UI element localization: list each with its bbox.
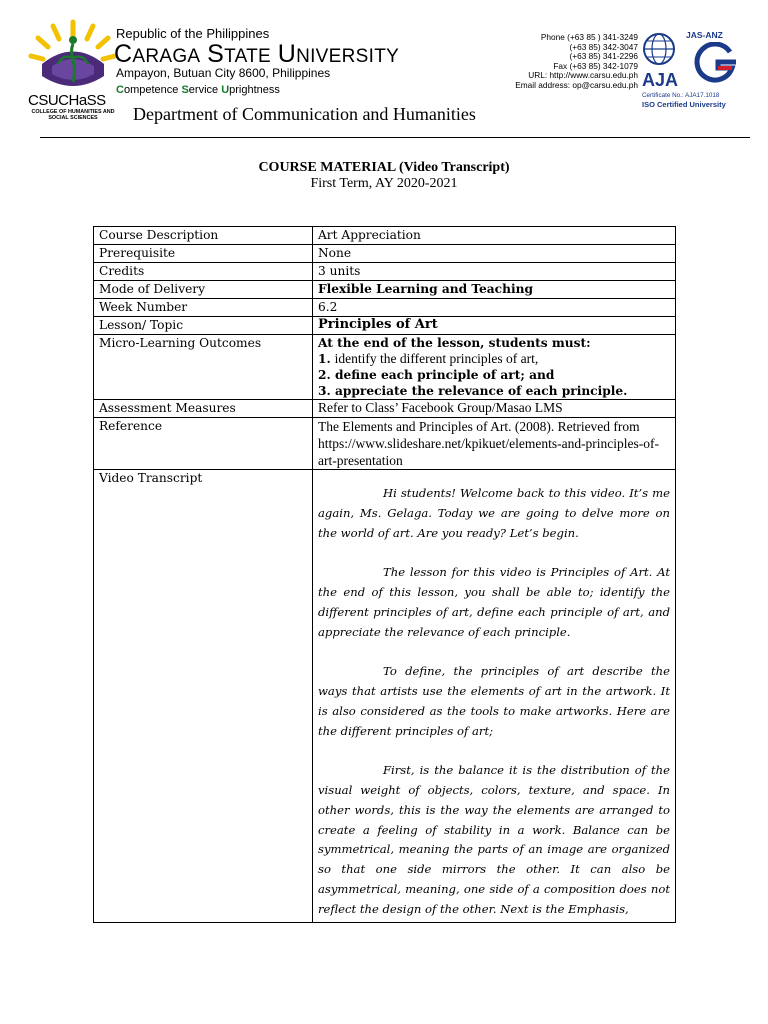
transcript-paragraph: To define, the principles of art describe the ways that artists use the elements of art in the artwork. It is also considered as the tools to make artworks. Here are the different principles of art; <box>318 664 670 738</box>
table-row <box>94 281 676 299</box>
document-term: First Term, AY 2020-2021 <box>310 176 458 191</box>
outcome-item: 2. define each principle of art; and <box>318 368 555 382</box>
department-name: Department of Communication and Humanities <box>133 104 476 124</box>
table-row <box>94 418 676 470</box>
row-value <box>313 335 676 400</box>
video-transcript <box>318 470 670 920</box>
row-value: None <box>313 245 676 263</box>
transcript-paragraph: The lesson for this video is Principles of Art. At the end of this lesson, you shall be able to; identify the different principles of art, define each principle of art, and appreciate the relevance of each principle. <box>318 565 670 639</box>
row-label: Video Transcript <box>94 470 313 923</box>
table-row <box>94 245 676 263</box>
certificate-number: Certificate No.: AJA17.1018 <box>642 92 720 99</box>
certification-block <box>640 30 755 114</box>
transcript-paragraph: First, is the balance it is the distribution of the visual weight of objects, colors, texture, and space. In other words, this is the way the elements are arranged to create a feeling of stability in a work. Balance can be symmetrical, meaning the parts of an image are organized so that one side mirrors the other. It can also be asymmetrical, meaning, one side of a composition does not reflect the design of the other. Next is the Emphasis, <box>318 763 670 916</box>
table-row <box>94 227 676 245</box>
contact-line: Email address: op@carsu.edu.ph <box>515 79 638 90</box>
university-address: Ampayon, Butuan City 8600, Philippines <box>116 66 331 80</box>
logo-wordmark: CSUCHaSS <box>28 92 106 109</box>
transcript-paragraph: Hi students! Welcome back to this video. It’s me again, Ms. Gelaga. Today we are going to delve more on the world of art. Are you ready? Let’s begin. <box>318 486 670 540</box>
course-info-table <box>93 226 676 923</box>
table-row <box>94 263 676 281</box>
row-value: Art Appreciation <box>313 227 676 245</box>
outcome-item: 3. appreciate the relevance of each principle. <box>318 384 628 398</box>
outcome-item: 1. identify the different principles of art, <box>318 351 539 366</box>
university-name: CARAGA STATE UNIVERSITY <box>114 40 400 68</box>
header-divider <box>40 137 750 138</box>
row-label: Reference <box>94 418 313 470</box>
table-row <box>94 299 676 317</box>
row-value: The Elements and Principles of Art. (2008). Retrieved from https://www.slideshare.net/kpikuet/elements-and-principles-of-art-presentation <box>313 418 676 470</box>
contact-line: (+63 85) 341-2296 <box>569 51 638 62</box>
row-value: 3 units <box>313 263 676 281</box>
contact-line: (+63 85) 342-3047 <box>569 41 638 52</box>
row-value: Refer to Class’ Facebook Group/Masao LMS <box>313 400 676 418</box>
certification-g-mark-icon <box>692 42 736 86</box>
row-label: Credits <box>94 263 313 281</box>
table-row <box>94 400 676 418</box>
university-logo <box>28 14 118 126</box>
outcomes-intro: At the end of the lesson, students must: <box>318 336 591 350</box>
contact-block <box>515 33 638 91</box>
row-label: Week Number <box>94 299 313 317</box>
jas-anz-label: JAS-ANZ <box>686 30 723 40</box>
table-row <box>94 317 676 335</box>
row-label: Micro-Learning Outcomes <box>94 335 313 400</box>
row-value: Principles of Art <box>313 317 676 335</box>
row-value: 6.2 <box>313 299 676 317</box>
row-label: Mode of Delivery <box>94 281 313 299</box>
republic-line: Republic of the Philippines <box>116 26 270 41</box>
document-title: COURSE MATERIAL (Video Transcript) <box>258 160 510 175</box>
row-value: Flexible Learning and Teaching <box>313 281 676 299</box>
contact-line: URL: http://www.carsu.edu.ph <box>528 70 638 81</box>
row-label: Assessment Measures <box>94 400 313 418</box>
iso-certified-label: ISO Certified University <box>642 100 726 109</box>
aja-label: AJA <box>642 70 679 90</box>
jas-anz-globe-icon <box>642 32 676 72</box>
row-label: Prerequisite <box>94 245 313 263</box>
table-row <box>94 335 676 400</box>
university-motto: Competence Service Uprightness <box>116 84 280 96</box>
logo-subtext: COLLEGE OF HUMANITIES AND SOCIAL SCIENCES <box>31 109 115 121</box>
row-label: Lesson/ Topic <box>94 317 313 335</box>
contact-line: Phone (+63 85 ) 341-3249 <box>540 32 638 42</box>
contact-line: Fax (+63 85) 342-1079 <box>553 60 638 71</box>
row-value <box>313 470 676 923</box>
table-row <box>94 470 676 923</box>
row-label: Course Description <box>94 227 313 245</box>
